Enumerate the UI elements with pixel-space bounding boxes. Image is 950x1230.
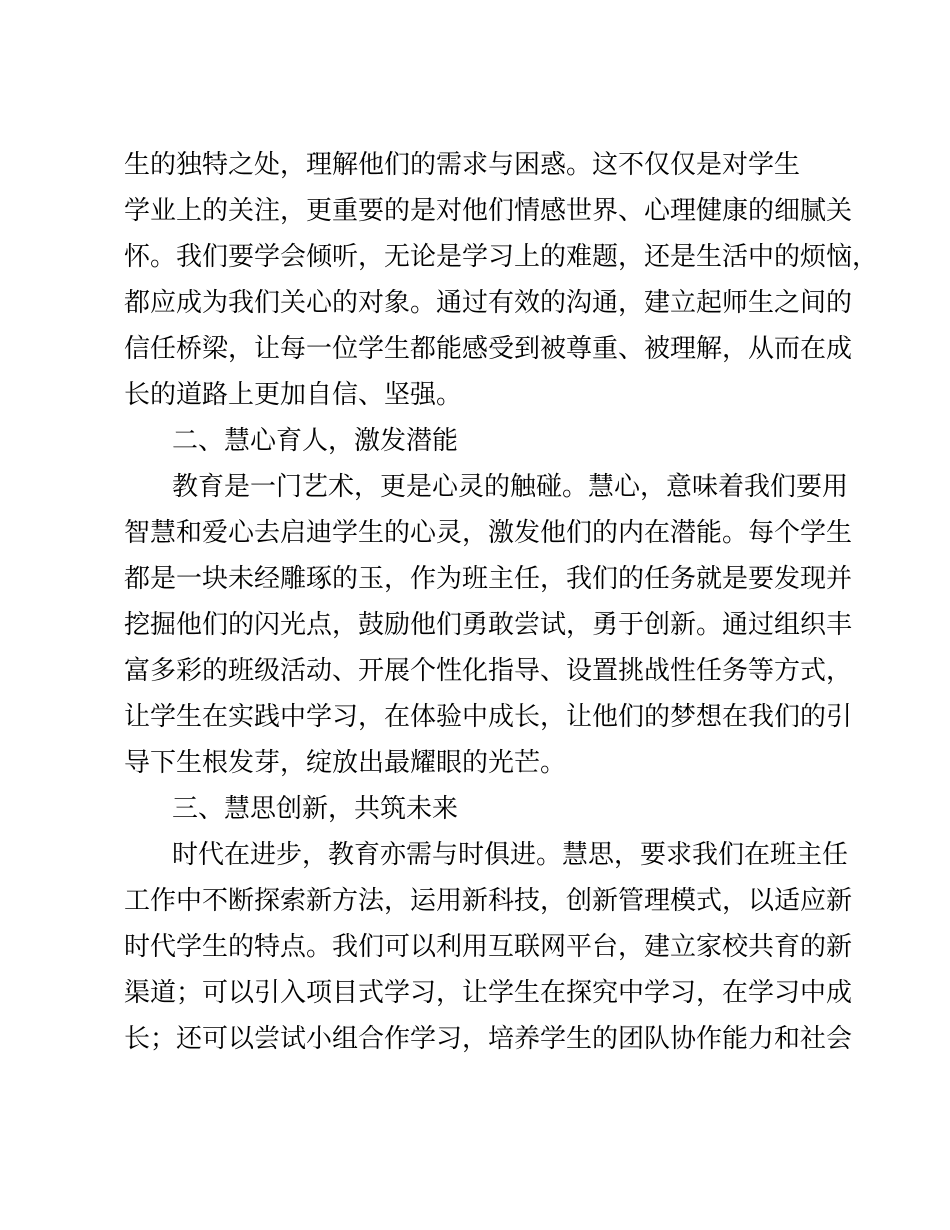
paragraph-line: 时代学生的特点。我们可以利用互联网平台，建立家校共育的新 bbox=[124, 932, 853, 962]
paragraph-line: 时代在进步，教育亦需与时俱进。慧思，要求我们在班主任 bbox=[172, 840, 849, 870]
body-text bbox=[124, 142, 879, 1062]
paragraph-line: 长的道路上更加自信、坚强。 bbox=[124, 380, 463, 410]
paragraph-line: 智慧和爱心去启迪学生的心灵，激发他们的内在潜能。每个学生 bbox=[124, 518, 853, 548]
paragraph-line: 长；还可以尝试小组合作学习，培养学生的团队协作能力和社会 bbox=[124, 1024, 853, 1054]
paragraph-line: 导下生根发芽，绽放出最耀眼的光芒。 bbox=[124, 748, 567, 778]
paragraph-line: 都是一块未经雕琢的玉，作为班主任，我们的任务就是要发现并 bbox=[124, 564, 853, 594]
paragraph-line: 怀。我们要学会倾听，无论是学习上的难题，还是生活中的烦恼， bbox=[124, 242, 879, 272]
paragraph-line: 挖掘他们的闪光点，鼓励他们勇敢尝试，勇于创新。通过组织丰 bbox=[124, 610, 853, 640]
paragraph-line: 生的独特之处，理解他们的需求与困惑。这不仅仅是对学生 bbox=[124, 150, 801, 180]
section-heading-3: 三、慧思创新，共筑未来 bbox=[172, 794, 459, 824]
paragraph-line: 教育是一门艺术，更是心灵的触碰。慧心，意味着我们要用 bbox=[172, 472, 849, 502]
paragraph-line: 让学生在实践中学习，在体验中成长，让他们的梦想在我们的引 bbox=[124, 702, 853, 732]
paragraph-line: 信任桥梁，让每一位学生都能感受到被尊重、被理解，从而在成 bbox=[124, 334, 853, 364]
paragraph-line: 富多彩的班级活动、开展个性化指导、设置挑战性任务等方式， bbox=[124, 656, 853, 686]
paragraph-line: 学业上的关注，更重要的是对他们情感世界、心理健康的细腻关 bbox=[124, 196, 853, 226]
paragraph-line: 工作中不断探索新方法，运用新科技，创新管理模式，以适应新 bbox=[124, 886, 853, 916]
paragraph-line: 都应成为我们关心的对象。通过有效的沟通，建立起师生之间的 bbox=[124, 288, 853, 318]
section-heading-2: 二、慧心育人，激发潜能 bbox=[172, 426, 459, 456]
paragraph-line: 渠道；可以引入项目式学习，让学生在探究中学习，在学习中成 bbox=[124, 978, 853, 1008]
